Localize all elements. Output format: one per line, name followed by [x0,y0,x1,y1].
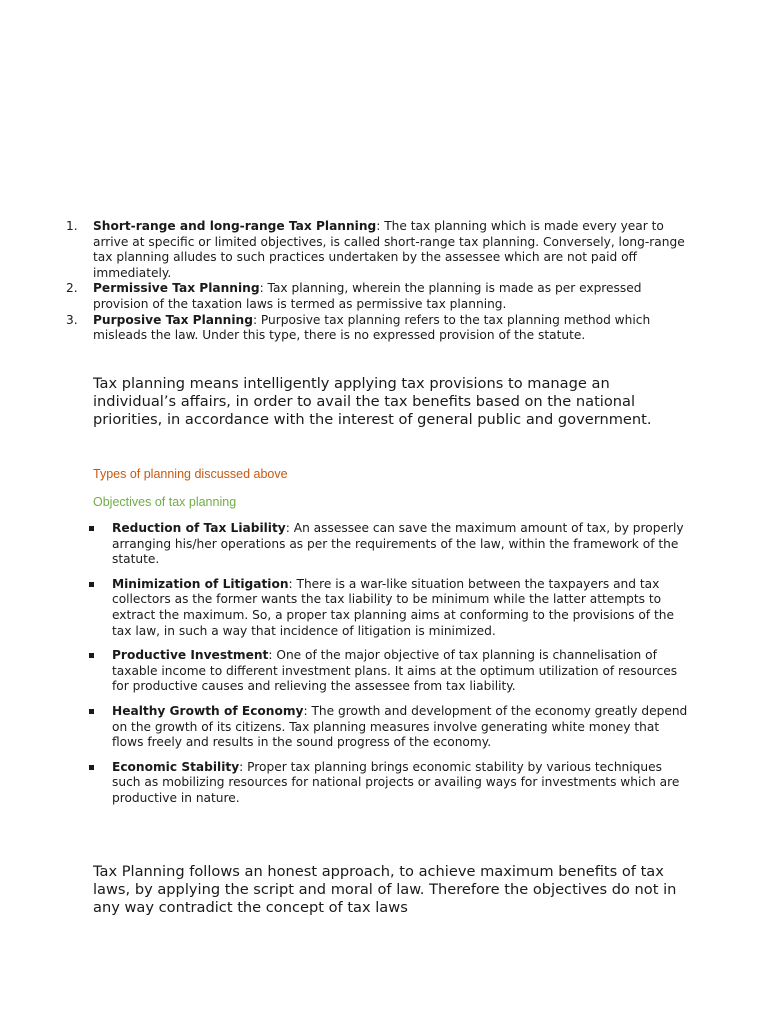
list-item-text: : The tax planning which is made every year to arrive at specific or limited objectives, is called short-range tax planning. Conversely, long-range tax planning alludes to such practices undertaken by the assessee which are not paid off immediately. [93,219,685,280]
list-number: 2. [66,281,78,296]
list-item-text: : Proper tax planning brings economic stability by various techniques such as mobilizing resources for national projects or availing ways for investments which are productive in nature. [112,759,680,805]
list-item-title: Permissive Tax Planning [93,281,260,296]
objectives-list [88,521,688,816]
list-item [88,704,688,751]
list-item-text: : There is a war-like situation between the taxpayers and tax collectors as the former wants the tax liability to be minimum while the latter attempts to extract the maximum. So, a proper tax planning aims at conforming to the provisions of the tax law, in such a way that incidence of litigation is minimized. [112,576,674,638]
list-item [88,648,688,695]
list-item [88,577,688,639]
closing-paragraph: Tax Planning follows an honest approach, to achieve maximum benefits of tax laws, by applying the script and moral of law. Therefore the objectives do not in any way contradict the concept of tax laws [93,863,677,916]
list-item-title: Purposive Tax Planning [93,312,253,327]
intro-paragraph: Tax planning means intelligently applying tax provisions to manage an individual’s affairs, in order to avail the tax benefits based on the national priorities, in accordance with the interest of general public and government. [93,375,652,428]
list-item [88,521,688,568]
square-bullet-icon [89,582,94,587]
heading-objectives: Objectives of tax planning [93,495,237,509]
list-item-text: : One of the major objective of tax planning is channelisation of taxable income to different investment plans. It aims at the optimum utilization of resources for productive causes and relieving the assessee from tax liability. [112,648,678,694]
square-bullet-icon [89,526,94,531]
heading-types-of-planning: Types of planning discussed above [93,467,288,481]
list-item [66,281,686,312]
list-item-title: Short-range and long-range Tax Planning [93,219,377,233]
list-number: 1. [66,219,78,233]
square-bullet-icon [89,653,94,658]
list-item-title: Economic Stability [112,759,240,774]
list-number: 3. [66,312,78,327]
list-item-text: : Purposive tax planning refers to the tax planning method which misleads the law. Under this type, there is no expressed provision of the statute. [93,312,651,343]
list-item-title: Reduction of Tax Liability [112,521,286,535]
list-item [66,219,686,281]
types-of-tax-planning-list [66,219,686,344]
list-item-text: : The growth and development of the economy greatly depend on the growth of its citizens. Tax planning measures involve generating white money that flows freely and results in the sound progress of the economy. [112,703,688,750]
list-item-text: : Tax planning, wherein the planning is made as per expressed provision of the taxation laws is termed as permissive tax planning. [93,281,642,311]
list-item-title: Productive Investment [112,648,269,663]
list-item [66,313,686,344]
list-item-text: : An assessee can save the maximum amount of tax, by properly arranging his/her operations as per the requirements of the law, within the framework of the statute. [112,521,684,567]
list-item-title: Healthy Growth of Economy [112,703,304,718]
square-bullet-icon [89,765,94,770]
list-item [88,760,688,807]
square-bullet-icon [89,709,94,714]
list-item-title: Minimization of Litigation [112,576,289,591]
